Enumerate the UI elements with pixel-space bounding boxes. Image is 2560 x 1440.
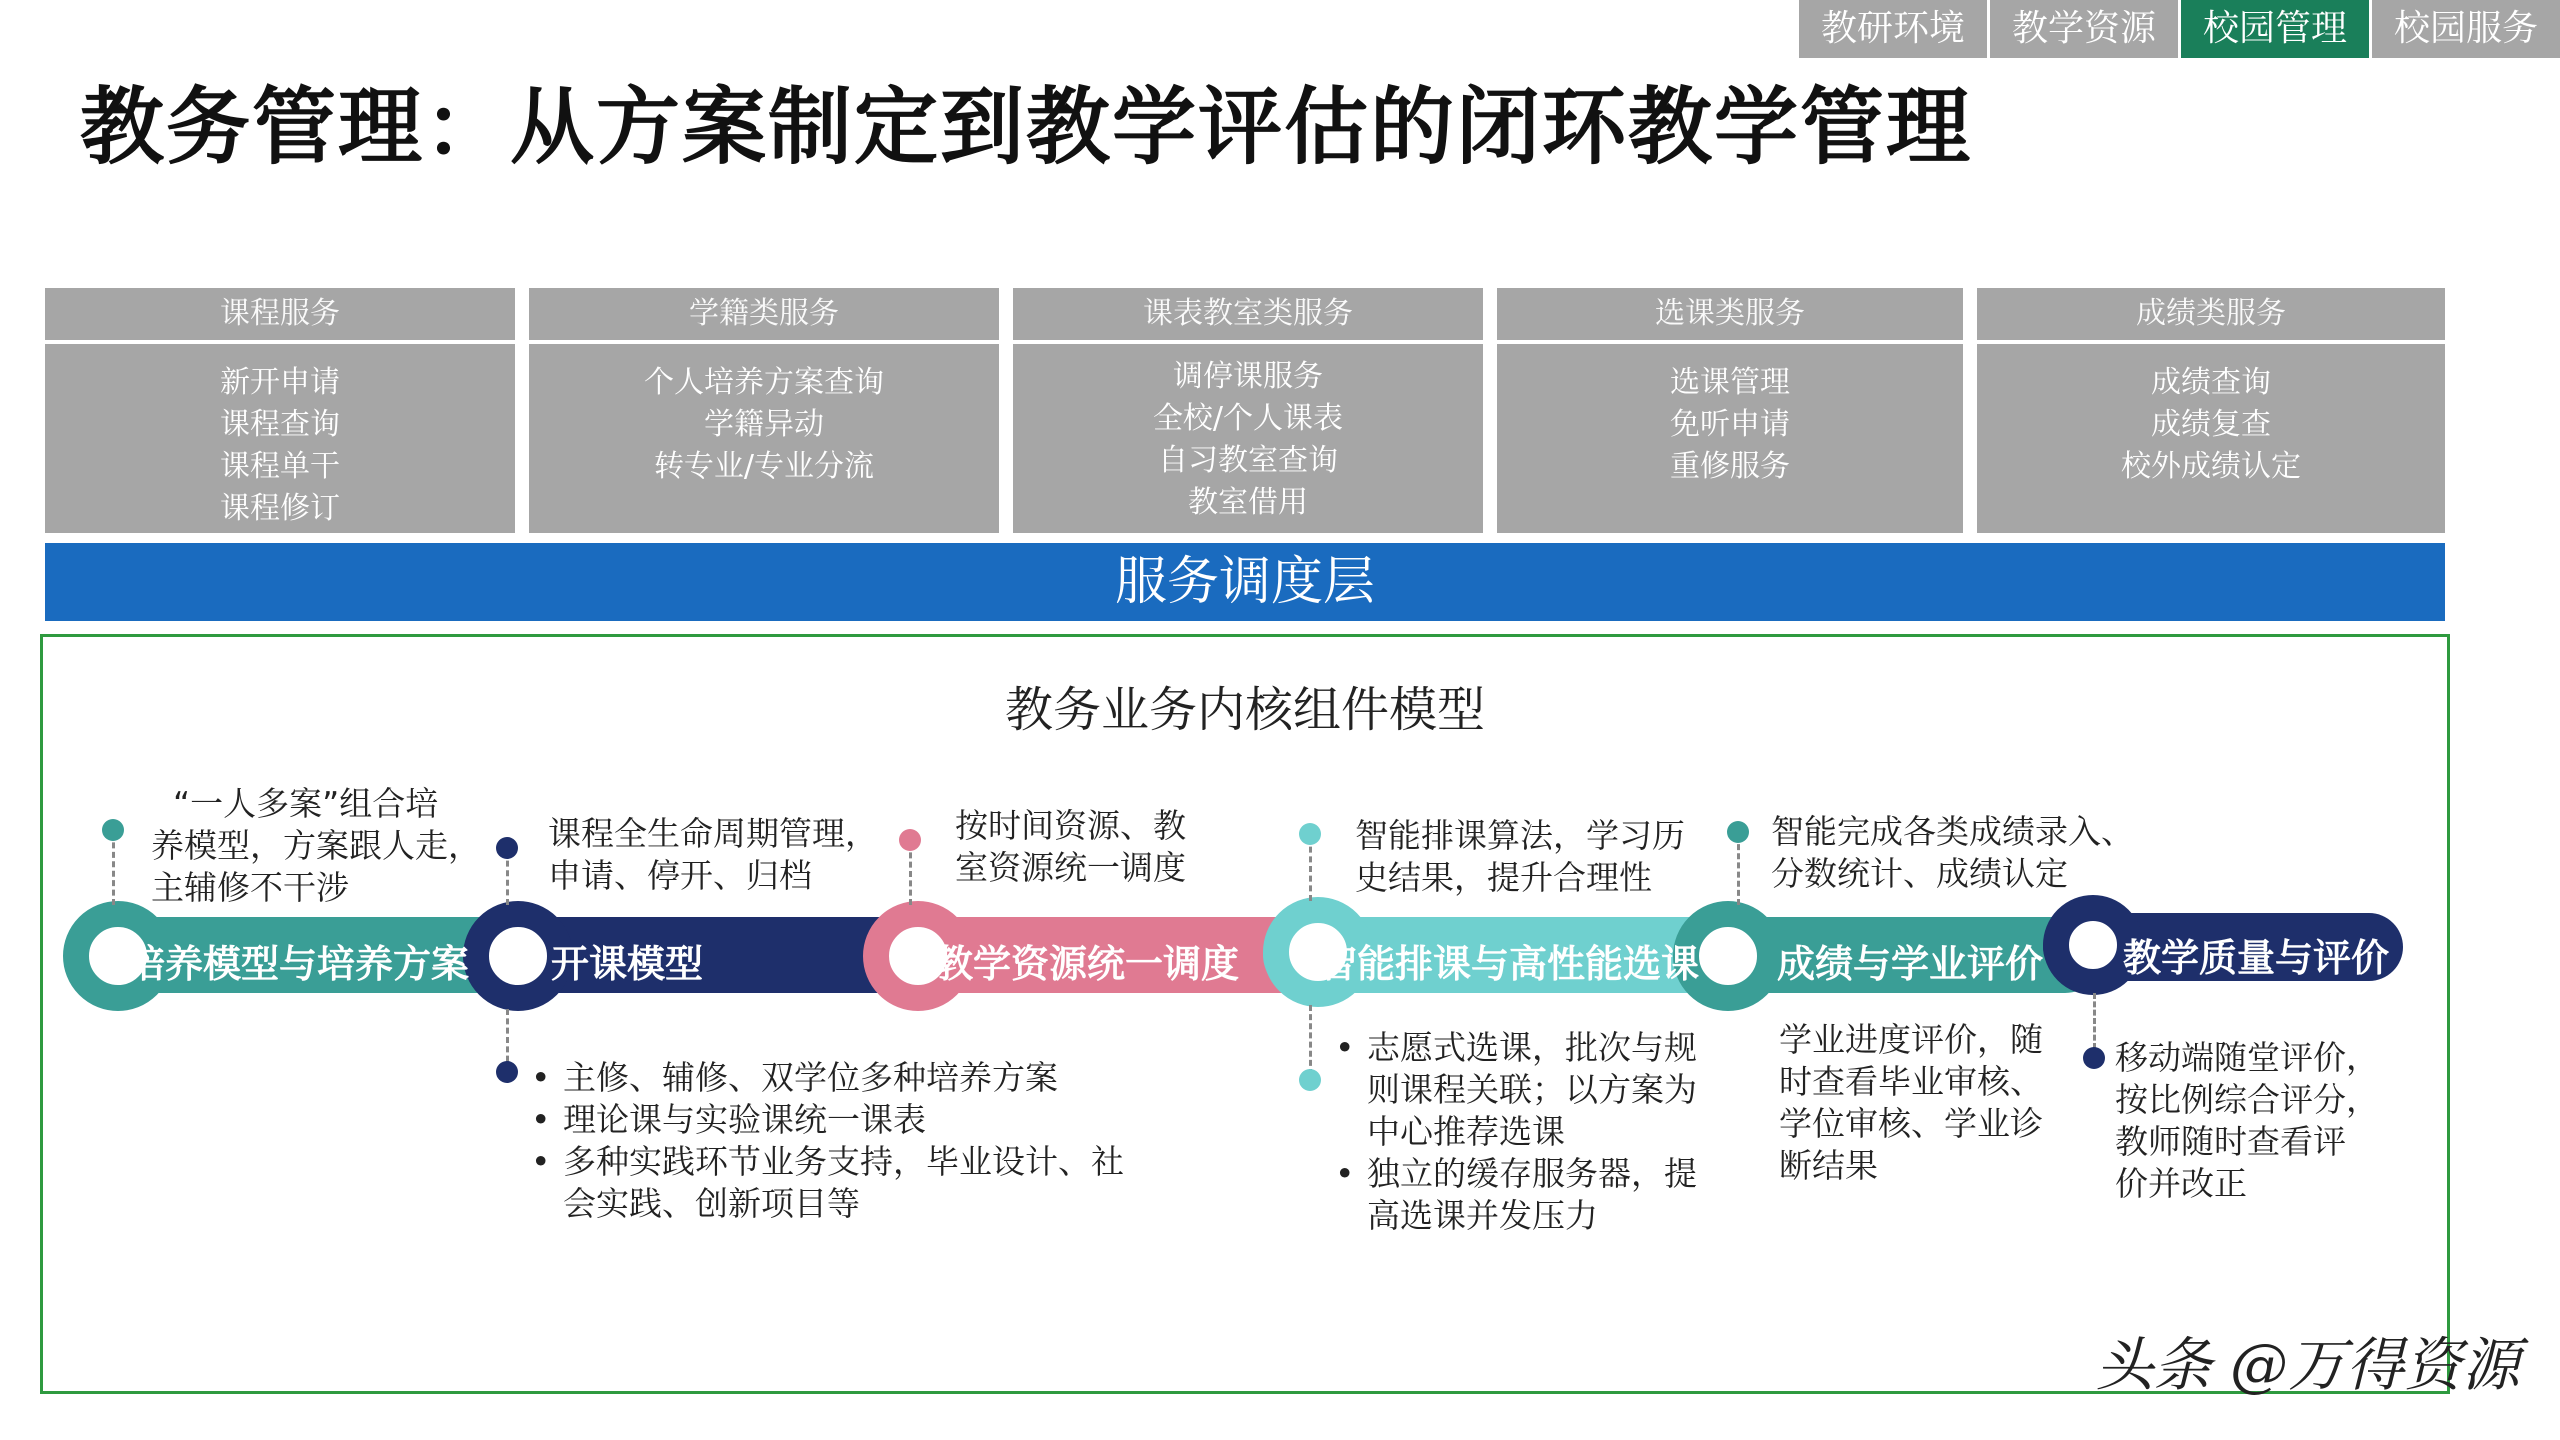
service-timetable[interactable] bbox=[1013, 288, 1483, 533]
bullets-open-course bbox=[527, 1057, 1167, 1225]
marker-dot bbox=[2083, 1047, 2105, 1069]
marker-dot bbox=[899, 829, 921, 851]
bullet-item: • 理论课与实验课统一课表 bbox=[527, 1099, 1167, 1141]
service-items bbox=[1013, 344, 1483, 524]
note-line: 室资源统一调度 bbox=[955, 848, 1186, 887]
service-item[interactable]: 个人培养方案查询 bbox=[644, 365, 884, 400]
marker-dot bbox=[1299, 823, 1321, 845]
service-item[interactable]: 免听申请 bbox=[1670, 407, 1790, 442]
note-line: 课程全生命周期管理， bbox=[548, 814, 878, 853]
tab-campus-management[interactable]: 校园管理 bbox=[2181, 0, 2369, 58]
note-line: 断结果 bbox=[1779, 1146, 1878, 1185]
marker-dot bbox=[102, 819, 124, 841]
note-resource bbox=[955, 805, 1255, 889]
stage-label: 智能排课与高性能选课 bbox=[1319, 942, 1700, 986]
service-item[interactable]: 重修服务 bbox=[1670, 449, 1790, 484]
marker-dot bbox=[496, 1061, 518, 1083]
bullets-course-selection bbox=[1331, 1027, 1701, 1237]
service-item[interactable]: 自习教室查询 bbox=[1158, 443, 1338, 478]
service-row bbox=[45, 288, 2445, 533]
service-item[interactable]: 校外成绩认定 bbox=[2121, 449, 2301, 484]
stage-label: 成绩与学业评价 bbox=[1777, 942, 2044, 986]
kernel-model-panel bbox=[40, 634, 2450, 1394]
note-academic-evaluation bbox=[1779, 1019, 2079, 1187]
note-scheduling bbox=[1355, 815, 1715, 899]
service-item[interactable]: 转专业/专业分流 bbox=[653, 449, 875, 484]
service-items bbox=[1977, 344, 2445, 488]
note-line: 教师随时查看评 bbox=[2115, 1122, 2346, 1161]
connector-line bbox=[1737, 835, 1740, 905]
service-course[interactable] bbox=[45, 288, 515, 533]
service-item[interactable]: 成绩复查 bbox=[2151, 407, 2271, 442]
stage-label: 教学资源统一调度 bbox=[935, 942, 1240, 986]
note-line: 移动端随堂评价， bbox=[2115, 1038, 2379, 1077]
service-course-selection[interactable] bbox=[1497, 288, 1963, 533]
service-header: 课表教室类服务 bbox=[1013, 288, 1483, 344]
service-grades[interactable] bbox=[1977, 288, 2445, 533]
service-item[interactable]: 新开申请 bbox=[220, 365, 340, 400]
service-registry[interactable] bbox=[529, 288, 999, 533]
service-header: 课程服务 bbox=[45, 288, 515, 344]
service-item[interactable]: 成绩查询 bbox=[2151, 365, 2271, 400]
note-line: 按时间资源、教 bbox=[955, 806, 1186, 845]
connector-line bbox=[1309, 1005, 1312, 1075]
note-training bbox=[151, 783, 481, 909]
kernel-title: 教务业务内核组件模型 bbox=[1004, 682, 1485, 738]
service-item[interactable]: 全校/个人课表 bbox=[1152, 401, 1344, 436]
service-header: 选课类服务 bbox=[1497, 288, 1963, 344]
tab-teaching-resources[interactable]: 教学资源 bbox=[1990, 0, 2178, 58]
top-nav bbox=[1796, 0, 2560, 58]
connector-line bbox=[112, 833, 115, 905]
service-header: 成绩类服务 bbox=[1977, 288, 2445, 344]
page-title: 教务管理：从方案制定到教学评估的闭环教学管理 bbox=[80, 78, 1973, 176]
marker-dot bbox=[1727, 821, 1749, 843]
note-teaching-quality bbox=[2115, 1037, 2415, 1205]
service-item[interactable]: 课程查询 bbox=[220, 407, 340, 442]
note-line: 史结果，提升合理性 bbox=[1355, 858, 1652, 897]
tab-campus-services[interactable]: 校园服务 bbox=[2372, 0, 2560, 58]
note-line: 学位审核、学业诊 bbox=[1779, 1104, 2043, 1143]
note-line: 智能排课算法，学习历 bbox=[1355, 816, 1685, 855]
stage-label: 培养模型与培养方案 bbox=[127, 942, 470, 986]
service-item[interactable]: 教室借用 bbox=[1188, 485, 1308, 520]
bullet-item: • 独立的缓存服务器，提高选课并发压力 bbox=[1331, 1153, 1701, 1237]
service-item[interactable]: 选课管理 bbox=[1670, 365, 1790, 400]
stage-label: 教学质量与评价 bbox=[2123, 936, 2390, 980]
note-line: 学业进度评价，随 bbox=[1779, 1020, 2043, 1059]
note-line: 养模型，方案跟人走， bbox=[151, 826, 481, 865]
connector-line bbox=[506, 851, 509, 905]
note-line: “一人多案”组合培 bbox=[173, 784, 439, 823]
service-item[interactable]: 课程修订 bbox=[220, 491, 340, 526]
note-line: 时查看毕业审核、 bbox=[1779, 1062, 2043, 1101]
bullet-item: • 志愿式选课，批次与规则课程关联；以方案为中心推荐选课 bbox=[1331, 1027, 1701, 1153]
marker-dot bbox=[496, 837, 518, 859]
service-item[interactable]: 学籍异动 bbox=[704, 407, 824, 442]
note-grades bbox=[1771, 811, 2171, 895]
note-line: 分数统计、成绩认定 bbox=[1771, 854, 2068, 893]
watermark: 头条 @万得资源 bbox=[2095, 1331, 2520, 1399]
service-items bbox=[529, 344, 999, 488]
connector-line bbox=[1309, 837, 1312, 901]
note-line: 智能完成各类成绩录入、 bbox=[1771, 812, 2134, 851]
stage-label: 开课模型 bbox=[551, 942, 704, 986]
note-line: 主辅修不干涉 bbox=[151, 868, 349, 907]
bullet-item: • 主修、辅修、双学位多种培养方案 bbox=[527, 1057, 1167, 1099]
note-line: 按比例综合评分， bbox=[2115, 1080, 2379, 1119]
marker-dot bbox=[1299, 1069, 1321, 1091]
note-line: 价并改正 bbox=[2115, 1164, 2247, 1203]
connector-line bbox=[2093, 993, 2096, 1049]
note-line: 申请、停开、归档 bbox=[548, 856, 812, 895]
service-header: 学籍类服务 bbox=[529, 288, 999, 344]
service-item[interactable]: 调停课服务 bbox=[1173, 359, 1323, 394]
service-items bbox=[1497, 344, 1963, 488]
connector-line bbox=[909, 843, 912, 905]
note-open-course bbox=[548, 813, 878, 897]
service-item[interactable]: 课程单干 bbox=[220, 449, 340, 484]
dispatch-layer-bar: 服务调度层 bbox=[45, 543, 2445, 621]
bullet-item: • 多种实践环节业务支持，毕业设计、社会实践、创新项目等 bbox=[527, 1141, 1133, 1225]
service-items bbox=[45, 344, 515, 530]
tab-research-env[interactable]: 教研环境 bbox=[1799, 0, 1987, 58]
